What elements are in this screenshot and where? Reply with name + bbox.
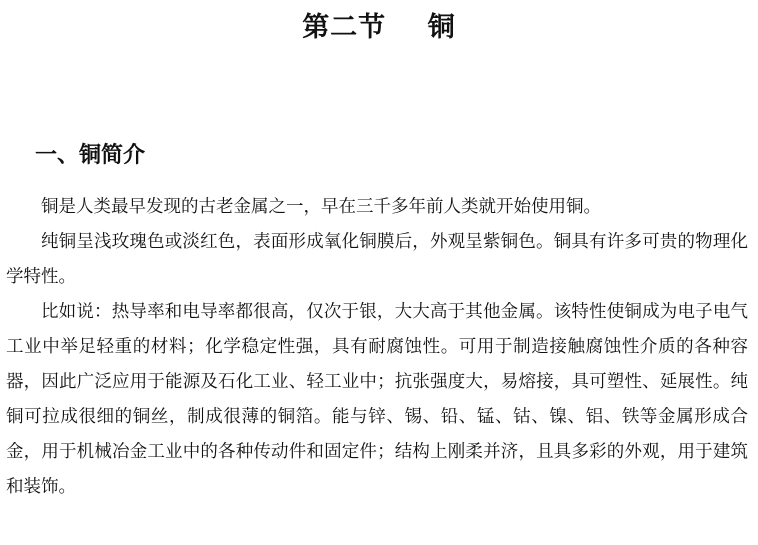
paragraph-appearance: 纯铜呈浅玫瑰色或淡红色，表面形成氧化铜膜后，外观呈紫铜色。铜具有许多可贵的物理化学特性。	[6, 232, 748, 287]
paragraph-intro: 铜是人类最早发现的古老金属之一，早在三千多年前人类就开始使用铜。	[41, 197, 601, 217]
body-text	[6, 190, 748, 505]
paragraph-properties: 比如说：热导率和电导率都很高，仅次于银，大大高于其他金属。该特性使铜成为电子电气工业中举足轻重的材料；化学稳定性强，具有耐腐蚀性。可用于制造接触腐蚀性介质的各种容器，因此广泛应用于能源及石化工业、轻工业中；抗张强度大，易熔接，具可塑性、延展性。纯铜可拉成很细的铜丝，制成很薄的铜箔。能与锌、锡、铅、锰、钴、镍、铝、铁等金属形成合金，用于机械冶金工业中的各种传动件和固定件；结构上刚柔并济，且具多彩的外观，用于建筑和装饰。	[6, 302, 748, 497]
section-title: 第二节 铜	[302, 12, 456, 43]
subsection-heading: 一、铜简介	[35, 143, 146, 168]
